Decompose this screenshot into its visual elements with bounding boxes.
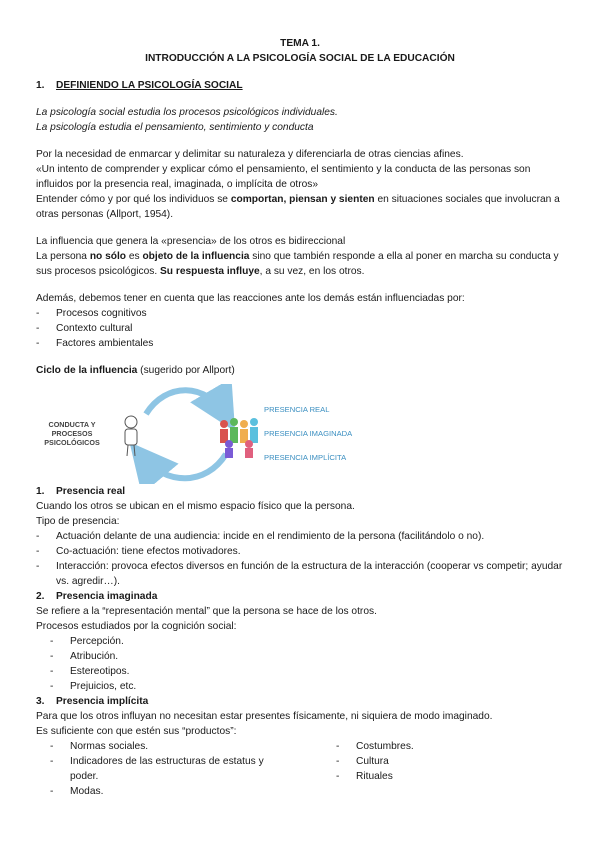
group-icon — [220, 418, 258, 458]
list-item: - Modas. — [36, 784, 336, 799]
bold-run: objeto de la influencia — [142, 251, 250, 262]
arrow-top — [146, 390, 226, 416]
real-list — [36, 529, 564, 589]
document-page — [36, 36, 564, 799]
productos-columns — [36, 739, 564, 799]
subsection-title: Presencia imaginada — [56, 591, 158, 602]
paragraph-1: Por la necesidad de enmarcar y delimitar su naturaleza y diferenciarla de otras ciencias afines. — [36, 149, 464, 160]
text-run: (sugerido por Allport) — [137, 365, 235, 376]
bold-run: Su respuesta influye — [160, 266, 260, 277]
section-heading — [36, 78, 564, 93]
text-run: en situaciones sociales que involucran a otras personas (Allport, 1954). — [36, 194, 560, 220]
subsection-number: 2. — [36, 591, 45, 602]
list-item: - Actuación delante de una audiencia: incide en el rendimiento de la persona (facilitándolo o no). — [36, 529, 564, 544]
list-item: - Normas sociales. — [36, 739, 336, 754]
subsection-title: Presencia implícita — [56, 696, 149, 707]
subsection-heading — [36, 589, 564, 604]
list-item: - Procesos cognitivos — [36, 306, 564, 321]
ciclo-heading — [36, 363, 564, 378]
list-item: - Percepción. — [36, 634, 564, 649]
text-run: La persona — [36, 251, 90, 262]
italic-line-2: La psicología estudia el pensamiento, sentimiento y conducta — [36, 122, 314, 133]
list-item: - Atribución. — [36, 649, 564, 664]
person-icon — [125, 416, 137, 456]
productos-list-left — [36, 739, 336, 799]
subsection-heading — [36, 484, 564, 499]
influence-cycle-diagram — [36, 384, 564, 484]
text-run: Entender cómo y por qué los individuos se — [36, 194, 231, 205]
real-desc: Cuando los otros se ubican en el mismo espacio físico que la persona. — [36, 501, 355, 512]
subsection-heading — [36, 694, 564, 709]
implicita-suf: Es suficiente con que estén sus “productos”: — [36, 726, 237, 737]
list-item: - Interacción: provoca efectos diversos en función de la estructura de la interacción (cooperar vs competir; ayudar vs. agredir…). — [36, 559, 564, 589]
italic-line-1: La psicología social estudia los procesos psicológicos individuales. — [36, 107, 338, 118]
implicita-desc: Para que los otros influyan no necesitan estar presentes físicamente, ni siquiera de modo imaginado. — [36, 711, 493, 722]
tema-label: TEMA 1. — [280, 38, 320, 49]
list-item: - Prejuicios, etc. — [36, 679, 564, 694]
real-tipo: Tipo de presencia: — [36, 516, 120, 527]
subsection-number: 3. — [36, 696, 45, 707]
list-item: - Rituales — [336, 769, 564, 784]
bold-run: Ciclo de la influencia — [36, 365, 138, 376]
behavior-label: CONDUCTA Y PROCESOS PSICOLÓGICOS — [44, 420, 100, 447]
productos-list-right — [336, 739, 564, 799]
list-item: - Costumbres. — [336, 739, 564, 754]
arrow-bottom — [141, 454, 226, 478]
influence-paragraph — [36, 249, 564, 279]
bold-run: no sólo — [89, 251, 127, 262]
influence-line-1: La influencia que genera la «presencia» de los otros es bidireccional — [36, 236, 346, 247]
subsection-title: Presencia real — [56, 486, 126, 497]
section-number: 1. — [36, 80, 45, 91]
document-title: INTRODUCCIÓN A LA PSICOLOGÍA SOCIAL DE LA EDUCACIÓN — [145, 53, 455, 64]
text-run: es — [126, 251, 143, 262]
list-item: - Contexto cultural — [36, 321, 564, 336]
section-title: DEFINIENDO LA PSICOLOGÍA SOCIAL — [56, 80, 243, 91]
ademas-paragraph: Además, debemos tener en cuenta que las reacciones ante los demás están influenciadas por: — [36, 293, 465, 304]
factors-list — [36, 306, 564, 351]
presence-implicit-label: PRESENCIA IMPLÍCITA — [264, 453, 347, 462]
text-run: sino que también responde a ella al poner en marcha su conducta y sus procesos psicológicos. — [36, 251, 559, 277]
imaginada-list — [36, 634, 564, 694]
text-run: , a su vez, en los otros. — [259, 266, 365, 277]
list-item: - Estereotipos. — [36, 664, 564, 679]
subsection-number: 1. — [36, 486, 45, 497]
list-item: - Factores ambientales — [36, 336, 564, 351]
list-item: - Co-actuación: tiene efectos motivadores. — [36, 544, 564, 559]
quote-paragraph: «Un intento de comprender y explicar cómo el pensamiento, el sentimiento y la conducta de las personas son influidos por la presencia real, imaginada, o implícita de otros» — [36, 164, 531, 190]
presence-real-label: PRESENCIA REAL — [264, 405, 330, 414]
paragraph-3 — [36, 192, 564, 222]
bold-run: comportan, piensan y sienten — [230, 194, 375, 205]
imaginada-desc: Se refiere a la “representación mental” que la persona se hace de los otros. — [36, 606, 377, 617]
imaginada-procesos: Procesos estudiados por la cognición social: — [36, 621, 237, 632]
list-item: - Cultura — [336, 754, 564, 769]
list-item: - Indicadores de las estructuras de estatus y poder. — [36, 754, 336, 784]
presence-imagined-label: PRESENCIA IMAGINADA — [264, 429, 353, 438]
